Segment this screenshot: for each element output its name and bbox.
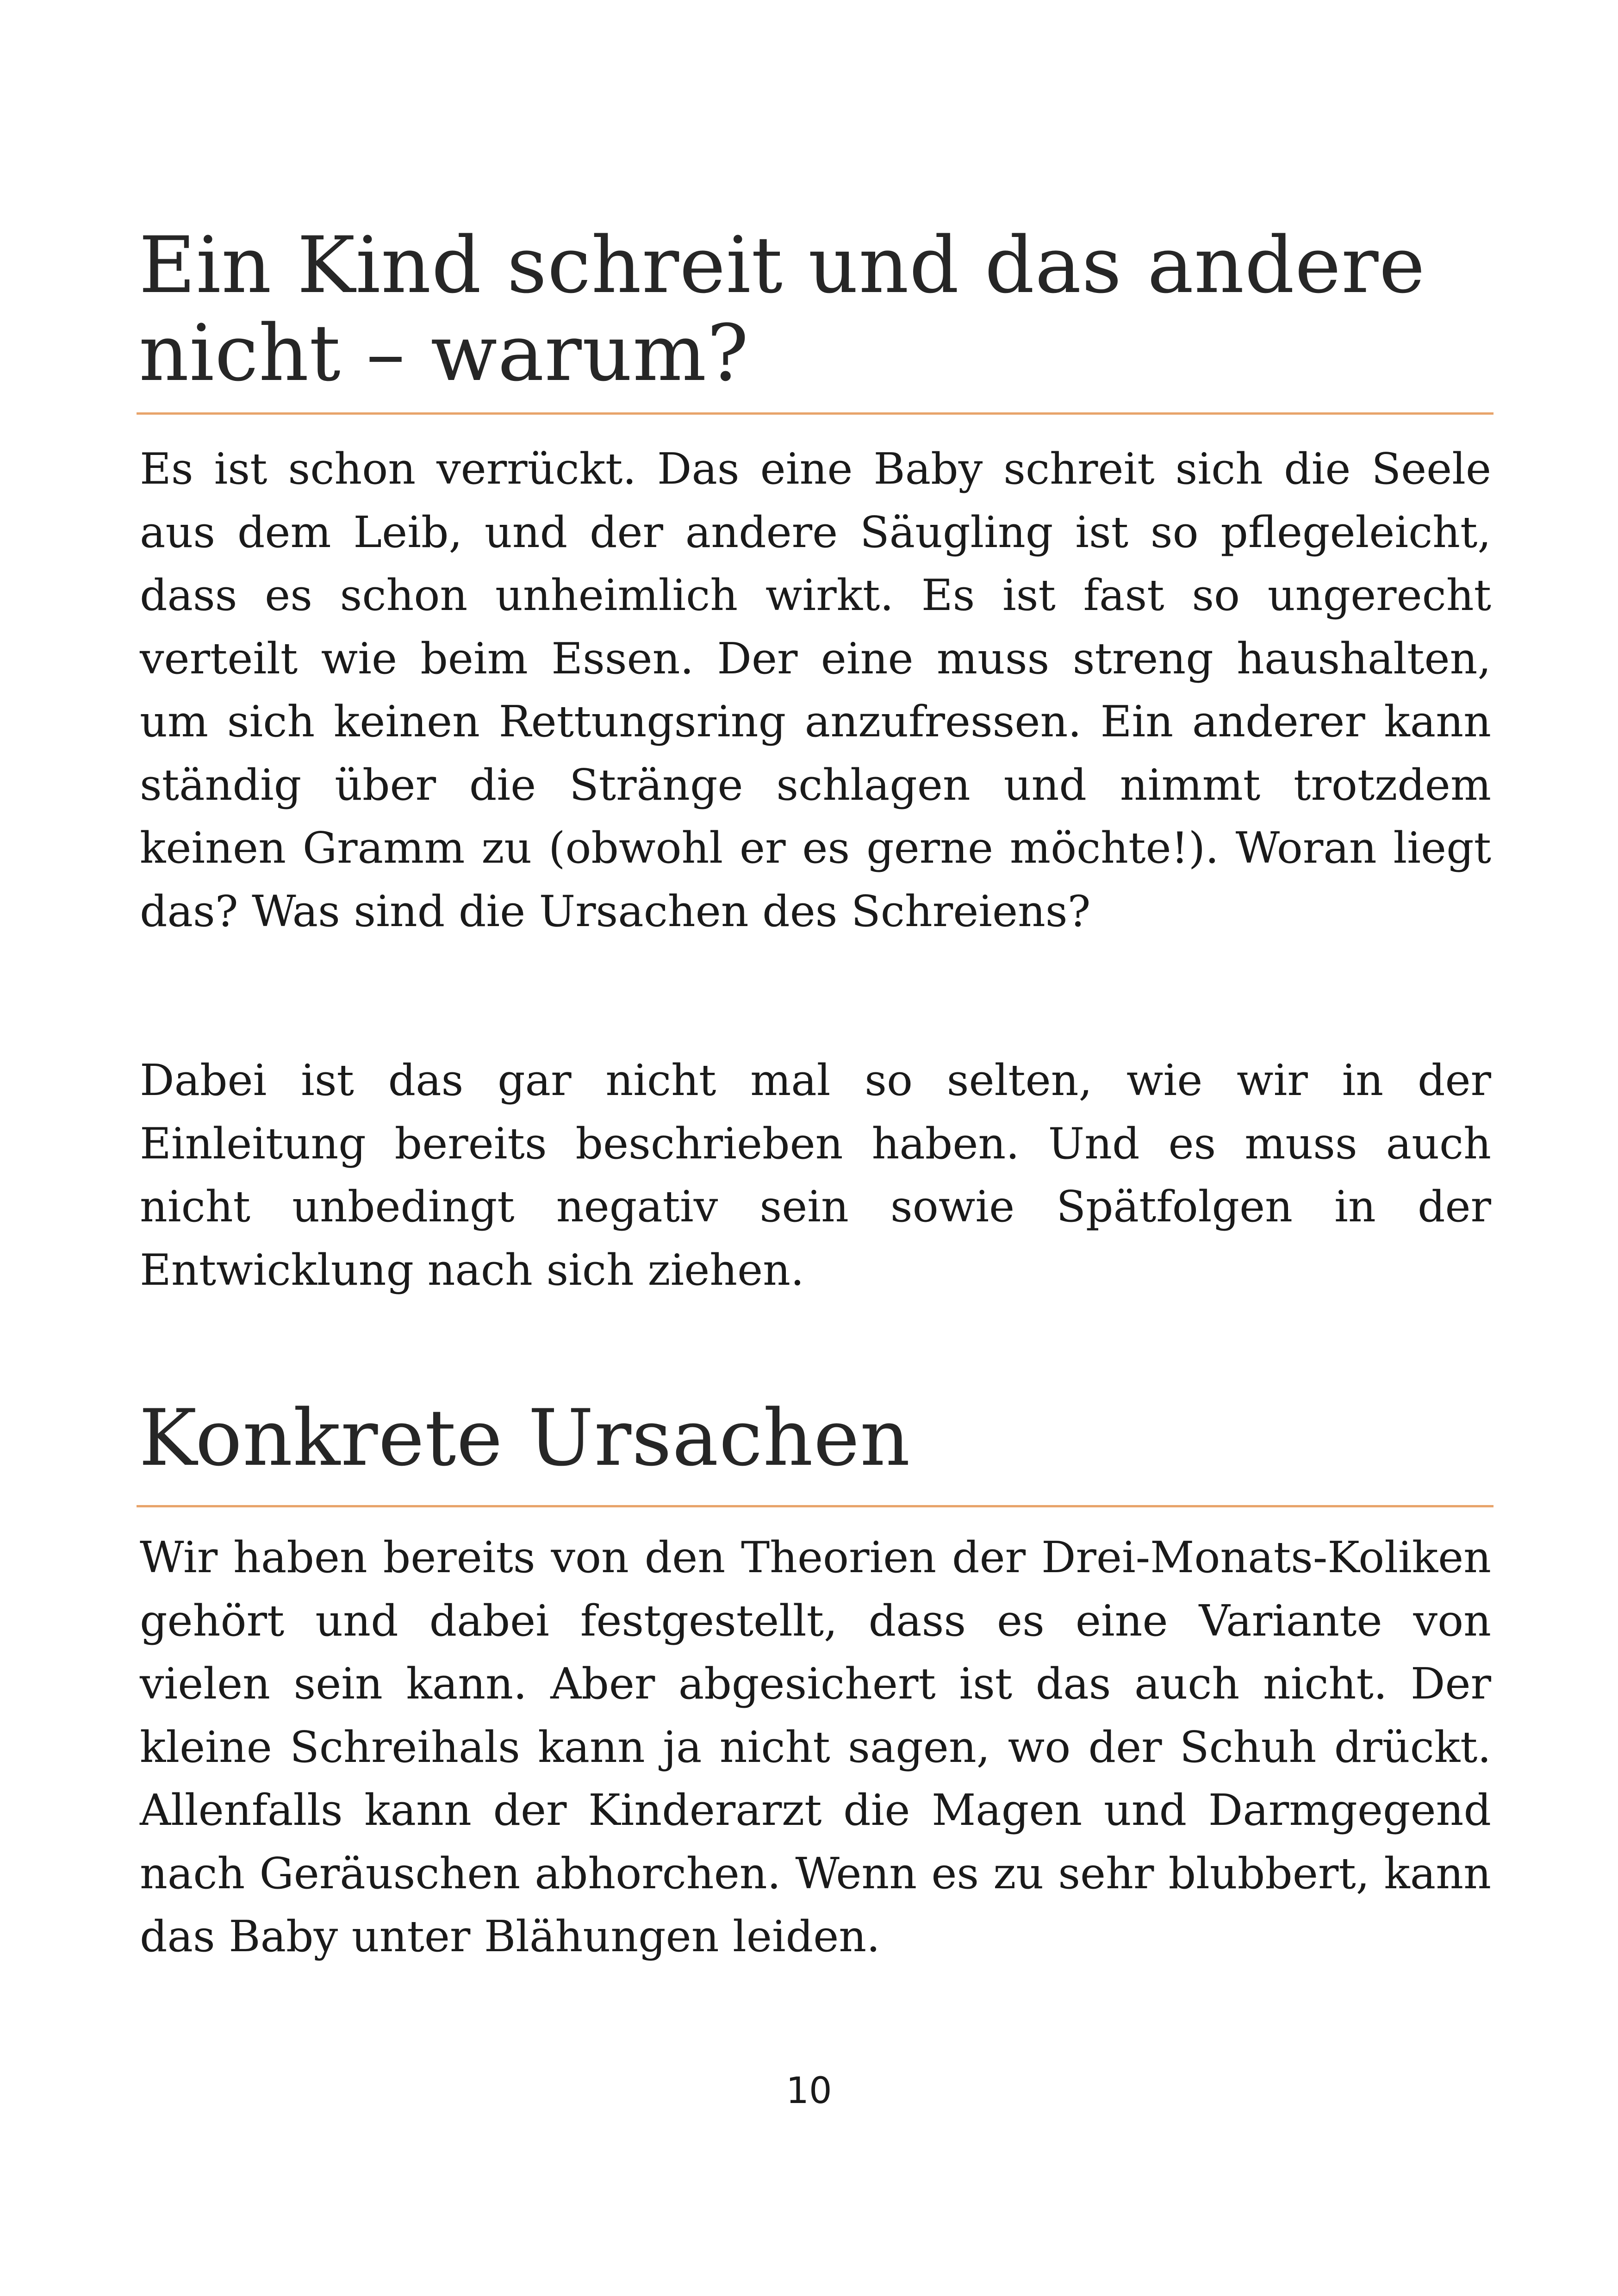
heading-underline-rule: [137, 1505, 1494, 1507]
page-number: 10: [786, 2070, 832, 2112]
paragraph-koliken: Wir haben bereits von den Theorien der Drei-Monats-Koliken gehört und dabei festgestellt, dass es eine Variante von vielen sein kann. Aber abgesichert ist das auch nicht. Der kleine Schreihals kann ja nicht sagen, wo der Schuh drückt. Allenfalls kann der Kinderarzt die Magen und Darmgegend nach Geräuschen abhorchen. Wenn es zu sehr blubbert, kann das Baby unter Blähungen leiden.: [140, 1532, 1491, 1961]
heading-underline-rule: [137, 412, 1494, 415]
section-heading-konkrete-ursachen: Konkrete Ursachen: [139, 1393, 911, 1483]
section-heading-warum: Ein Kind schreit und das andere nicht – warum?: [139, 220, 1425, 398]
paragraph-intro: Es ist schon verrückt. Das eine Baby schreit sich die Seele aus dem Leib, und der andere Säugling ist so pflegeleicht, dass es schon unheimlich wirkt. Es ist fast so ungerecht verteilt wie beim Essen. Der eine muss streng haushalten, um sich keinen Rettungsring anzufressen. Ein anderer kann ständig über die Stränge schlagen und nimmt trotzdem keinen Gramm zu (obwohl er es gerne möchte!). Woran liegt das? Was sind die Ursachen des Schreiens?: [140, 444, 1491, 936]
paragraph-einleitung: Dabei ist das gar nicht mal so selten, wie wir in der Einleitung bereits beschrieben haben. Und es muss auch nicht unbedingt negativ sein sowie Spätfolgen in der Entwicklung nach sich ziehen.: [140, 1055, 1491, 1295]
